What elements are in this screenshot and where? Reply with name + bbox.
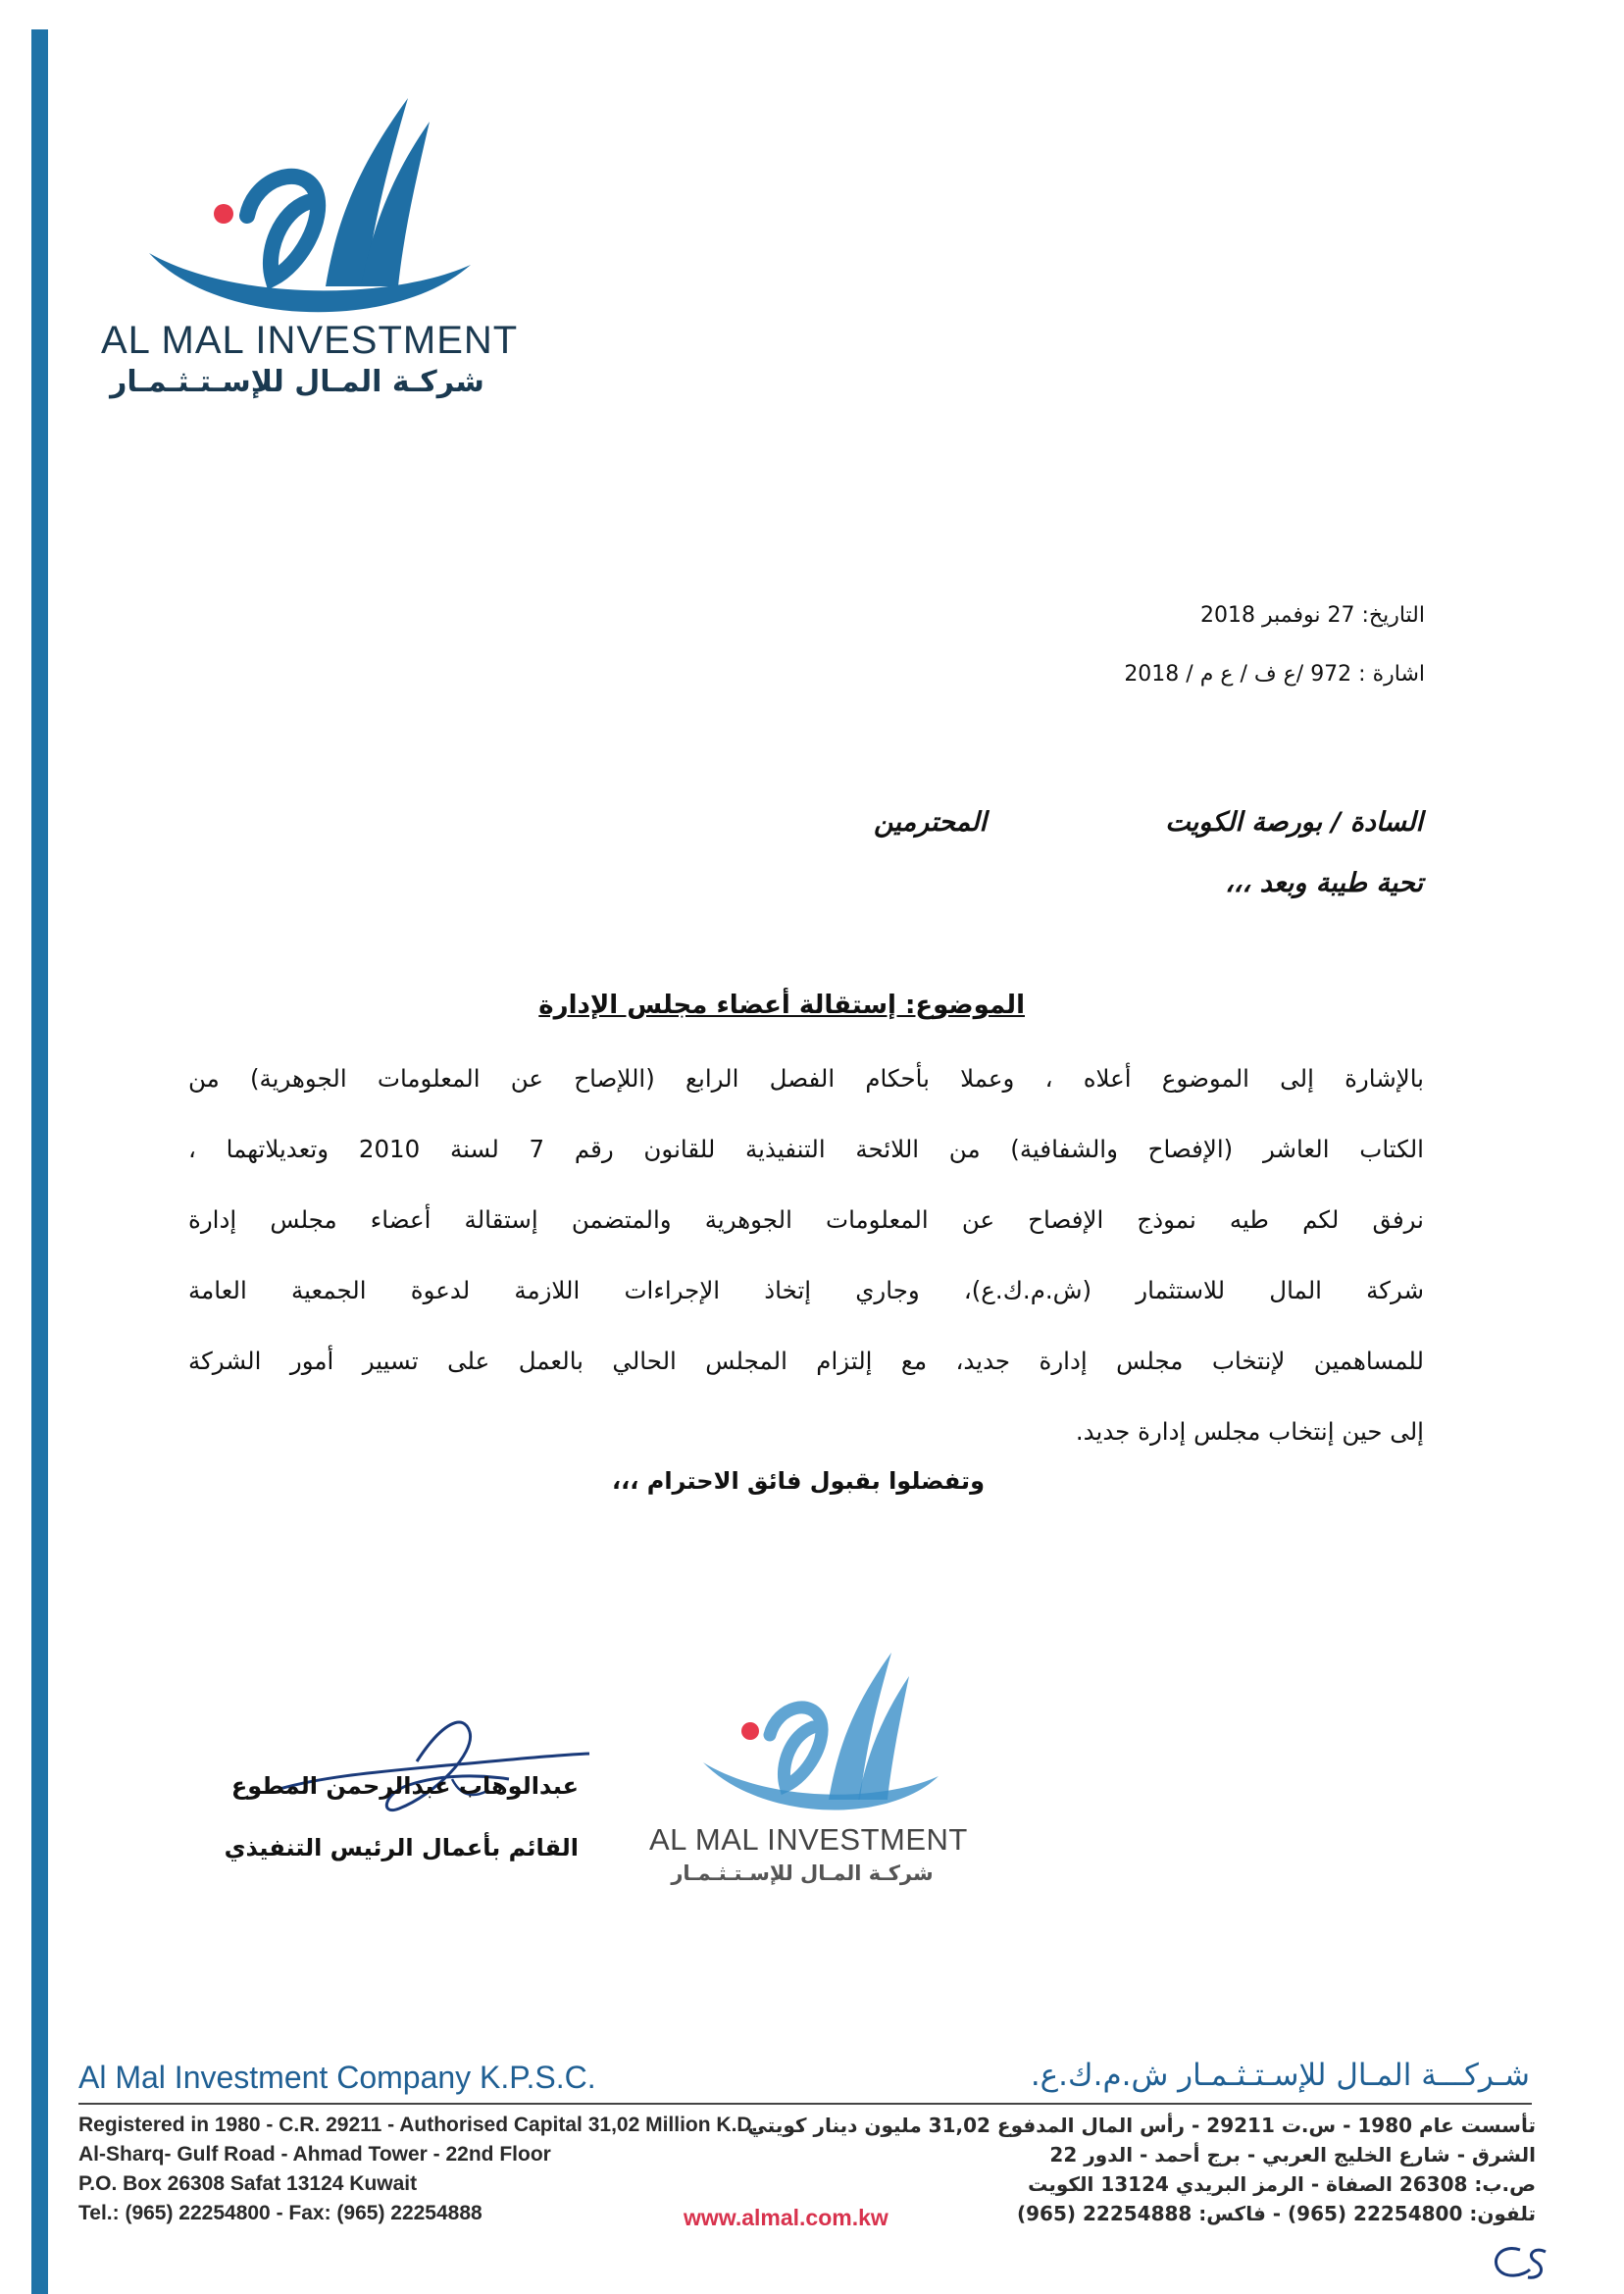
- signatory-name: عبدالوهاب عبدالرحمن المطوع: [230, 1772, 579, 1800]
- addressee: [874, 807, 1423, 856]
- footer-line: P.O. Box 26308 Safat 13124 Kuwait: [78, 2172, 418, 2195]
- closing-line: وتفضلوا بقبول فائق الاحترام ،،،: [612, 1467, 985, 1495]
- footer-company-arabic: شـركـــة المـال للإسـتـثـمـار ش.م.ك.ع.: [1030, 2058, 1530, 2093]
- greeting: تحية طيبة وبعد ،،،: [1225, 868, 1423, 898]
- scanner-mark-icon: [1481, 2236, 1559, 2290]
- footer-divider: [78, 2103, 1532, 2105]
- footer-company-english: Al Mal Investment Company K.P.S.C.: [78, 2060, 596, 2095]
- body-line: الكتاب العاشر (الإفصاح والشفافية) من اللائحة التنفيذية للقانون رقم 7 لسنة 2010 وتعديلاتهما ،: [188, 1135, 1424, 1163]
- letter-body: [188, 1059, 1424, 1483]
- logo-english-text: AL MAL INVESTMENT: [101, 319, 519, 362]
- left-accent-bar: [31, 29, 48, 2294]
- addressee-name: السادة / بورصة الكويت: [1165, 807, 1423, 838]
- footer-line: تأسست عام 1980 - س.ت 29211 - رأس المال المدفوع 31,02 مليون دينار كويتي: [747, 2114, 1536, 2137]
- body-line: إلى حين إنتخاب مجلس إدارة جديد.: [1075, 1417, 1424, 1446]
- logo-arabic-text: شركـة المـال للإسـتـثـمـار: [110, 365, 484, 399]
- body-line: للمساهمين لإنتخاب مجلس إدارة جديد، مع إلتزام المجلس الحالي بالعمل على تسيير أمور الشركة: [188, 1347, 1424, 1375]
- addressee-honorific: المحترمين: [874, 807, 987, 838]
- letter-date: التاريخ: 27 نوفمبر 2018: [1199, 603, 1425, 628]
- letter-reference: اشارة : 972 /ع ف / ع م / 2018: [1124, 662, 1425, 687]
- footer-line: الشرق - شارع الخليج العربي - برج أحمد - الدور 22: [1049, 2143, 1536, 2167]
- company-stamp-icon: [682, 1633, 966, 1849]
- footer-line: تلفون: 22254800 (965) - فاكس: 22254888 (965): [1017, 2202, 1536, 2225]
- signature-block: [225, 1756, 579, 1879]
- footer-line: Al-Sharq- Gulf Road - Ahmad Tower - 22nd Floor: [78, 2143, 551, 2166]
- footer-line: Tel.: (965) 22254800 - Fax: (965) 22254888: [78, 2202, 482, 2224]
- signatory-title: القائم بأعمال الرئيس التنفيذي: [224, 1834, 579, 1861]
- footer-website-link[interactable]: www.almal.com.kw: [684, 2205, 888, 2230]
- stamp-english-text: AL MAL INVESTMENT: [649, 1822, 968, 1857]
- body-line: شركة المال للاستثمار (ش.م.ك.ع)، وجاري إتخاذ الإجراءات اللازمة لدعوة الجمعية العامة: [188, 1276, 1424, 1304]
- footer-english-details: [78, 2111, 757, 2228]
- footer-line: Registered in 1980 - C.R. 29211 - Authorised Capital 31,02 Million K.D.: [78, 2114, 758, 2136]
- letter-subject: الموضوع: إستقالة أعضاء مجلس الإدارة: [538, 991, 1025, 1020]
- letter-meta: [1124, 586, 1425, 704]
- body-line: بالإشارة إلى الموضوع أعلاه ، وعملا بأحكام الفصل الرابع (اللإصاح عن المعلومات الجوهرية) من: [188, 1064, 1424, 1093]
- stamp-arabic-text: شركـة المـال للإسـتـثـمـار: [671, 1861, 934, 1885]
- footer-line: ص.ب: 26308 الصفاة - الرمز البريدي 13124 الكويت: [1028, 2172, 1536, 2196]
- body-line: نرفق لكم طيه نموذج الإفصاح عن المعلومات الجوهرية والمتضمن إستقالة أعضاء مجلس إدارة: [188, 1205, 1424, 1234]
